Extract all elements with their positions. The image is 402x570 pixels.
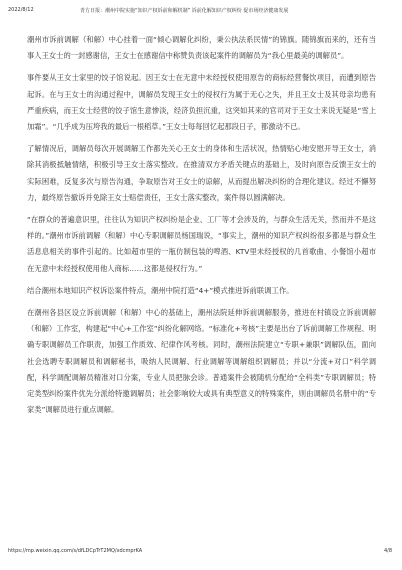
- paragraph: 事件要从王女士家里的饺子馆说起。因王女士在无意中未经授权使用原告的商标经营餐饮项目，而遭到原告起诉。在与王女士的沟通过程中，调解员发现王女士的侵权行为属于无心之失，并且王女士及其母亲均患有严重疾病，而王女士经营的饺子馆生意惨淡，经济负担沉重，这突如其来的官司对于王女士来说无疑是“雪上加霜”。“几乎成为压垮我的最后一根稻草。”王女士每每回忆起那段日子，都激动不已。: [27, 73, 376, 132]
- paragraph: 结合潮州本地知识产权诉讼案件特点，潮州中院打造“4+”模式推进诉前联调工作。: [27, 285, 294, 295]
- page-number: 4/8: [383, 548, 392, 554]
- paragraph: 在潮州各县区设立诉前调解（和解）中心的基础上，潮州法院延伸诉前调解服务，推进在村镇设立诉前调解（和解）工作室，构建起“中心+工作室”纠纷化解网络。“标准化+考核”主要是出台了诉前调解工作规程、明确专职调解员工作职责，加强工作质效、纪律作风考核。同时，潮州法院建立“专职+兼职”调解队伍，面向社会选聘专职调解员和调解秘书，吸纳人民调解、行业调解等调解组织调解员；并以“分流+对口”科学调配，科学调配调解员精准对口分案，专业人员把脉会诊。普通案件会被随机分配给“全科类”专职调解员；特定类型纠纷案件优先分派给特邀调解员；社会影响较大或具有典型意义的特殊案件，则由调解员名册中的“专家类”调解员进行重点调解。: [27, 308, 376, 415]
- paragraph: “在群众的普遍意识里，往往认为知识产权纠纷是企业、工厂等才会涉及的，与群众生活无关，然而并不是这样的。”潮州市诉前调解（和解）中心专职调解员杨国瑞说，“事实上，潮州的知识产权纠纷很多都是与群众生活息息相关的事件引起的。比如超市里的一瓶仿制包装的啤酒、KTV里未经授权的几首歌曲、小餐馆小超市在无意中未经授权使用他人商标……这都是侵权行为。”: [27, 215, 376, 273]
- print-date: 2022/8/12: [8, 7, 34, 13]
- page-footer: [0, 548, 402, 558]
- page-header: [0, 7, 402, 19]
- article-title: 青方日报：潮州中院实施“知识产权诉前和解机制” 诉前化解知识产权纠纷 促市场经济健康发展: [80, 8, 289, 14]
- paragraph: 了解情况后，调解员每次开展调解工作都先关心王女士的身体和生活状况，热情贴心地安慰开导王女士，消除其消极抵触情绪，积极引导王女士落实整改。在推清双方矛盾关键点的基础上，及时向原告反馈王女士的实际困难，反复多次与原告沟通，争取原告对王女士的谅解，从而提出解决纠纷的合理化建议。经过不懈努力，最终原告撤诉并免除王女士赔偿责任，王女士落实整改，案件得以圆满解决。: [27, 144, 376, 202]
- article-body: [27, 32, 376, 424]
- source-url[interactable]: https://mp.weixin.qq.com/s/dfLDCpTrT2MQ/xdcmprKA: [8, 548, 143, 554]
- paragraph: 潮州市诉前调解（和解）中心挂着一面“倾心调解化纠纷，秉公执法系民情”的锦旗。随锦旗而来的，还有当事人王女士的一封感谢信，王女士在感谢信中称赞负责该起案件的调解员为“我心里最美的调解员”。: [27, 35, 376, 61]
